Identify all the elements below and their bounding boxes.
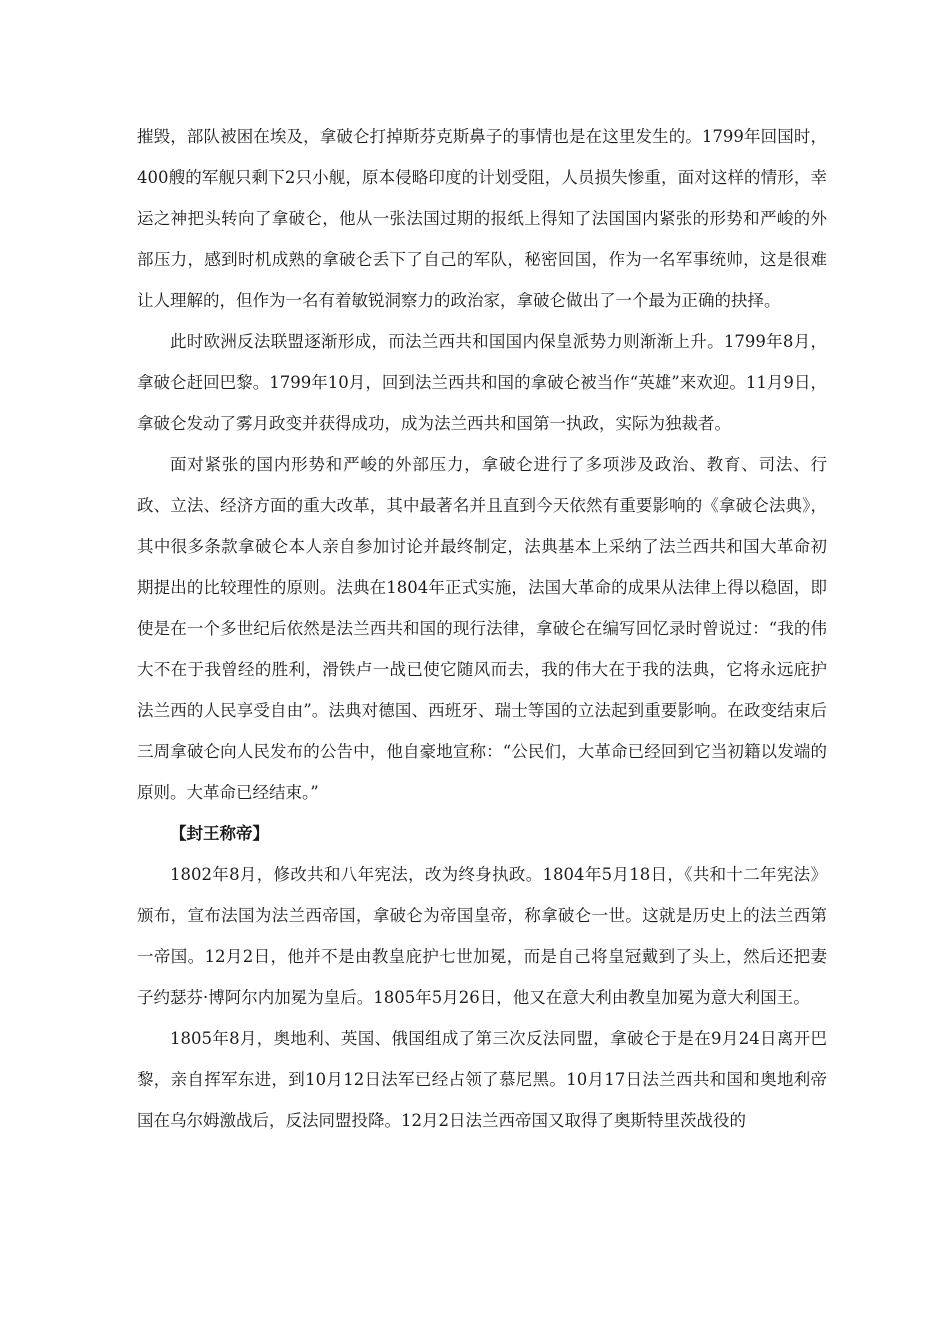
paragraph-3: 面对紧张的国内形势和严峻的外部压力，拿破仑进行了多项涉及政治、教育、司法、行政、立法、经济方面的重大改革，其中最著名并且直到今天依然有重要影响的《拿破仑法典》，其中很多条款拿破仑本人亲自参加讨论并最终制定，法典基本上采纳了法兰西共和国大革命初期提出的比较理性的原则。法典在1804年正式实施，法国大革命的成果从法律上得以稳固，即使是在一个多世纪后依然是法兰西共和国的现行法律，拿破仑在编写回忆录时曾说过：“我的伟大不在于我曾经的胜利，滑铁卢一战已使它随风而去，我的伟大在于我的法典，它将永远庇护法兰西的人民享受自由”。法典对德国、西班牙、瑞士等国的立法起到重要影响。在政变结束后三周拿破仑向人民发布的公告中，他自豪地宣称：“公民们，大革命已经回到它当初籍以发端的原则。大革命已经结束。” [137, 455, 827, 802]
paragraph-5: 1805年8月，奥地利、英国、俄国组成了第三次反法同盟，拿破仑于是在9月24日离开巴黎，亲自挥军东进，到10月12日法军已经占领了慕尼黑。10月17日法兰西共和国和奥地利帝国在乌尔姆激战后，反法同盟投降。12月2日法兰西帝国又取得了奥斯特里茨战役的 [137, 1029, 827, 1130]
paragraph-4: 1802年8月，修改共和八年宪法，改为终身执政。1804年5月18日，《共和十二年宪法》颁布，宣布法国为法兰西帝国，拿破仑为帝国皇帝，称拿破仑一世。这就是历史上的法兰西第一帝国。12月2日，他并不是由教皇庇护七世加冕，而是自己将皇冠戴到了头上，然后还把妻子约瑟芬·博阿尔内加冕为皇后。1805年5月26日，他又在意大利由教皇加冕为意大利国王。 [137, 865, 827, 1007]
paragraph-1: 摧毁，部队被困在埃及，拿破仑打掉斯芬克斯鼻子的事情也是在这里发生的。1799年回国时，400艘的军舰只剩下2只小舰，原本侵略印度的计划受阻，人员损失惨重，面对这样的情形，幸运之神把头转向了拿破仑，他从一张法国过期的报纸上得知了法国国内紧张的形势和严峻的外部压力，感到时机成熟的拿破仑丢下了自己的军队，秘密回国，作为一名军事统帅，这是很难让人理解的，但作为一名有着敏锐洞察力的政治家，拿破仑做出了一个最为正确的抉择。 [137, 127, 827, 310]
section-heading: 【封王称帝】 [170, 824, 269, 843]
document-body [137, 116, 827, 1141]
paragraph-2: 此时欧洲反法联盟逐渐形成，而法兰西共和国国内保皇派势力则渐渐上升。1799年8月，拿破仑赶回巴黎。1799年10月，回到法兰西共和国的拿破仑被当作“英雄”来欢迎。11月9日，拿破仑发动了雾月政变并获得成功，成为法兰西共和国第一执政，实际为独裁者。 [137, 332, 827, 433]
